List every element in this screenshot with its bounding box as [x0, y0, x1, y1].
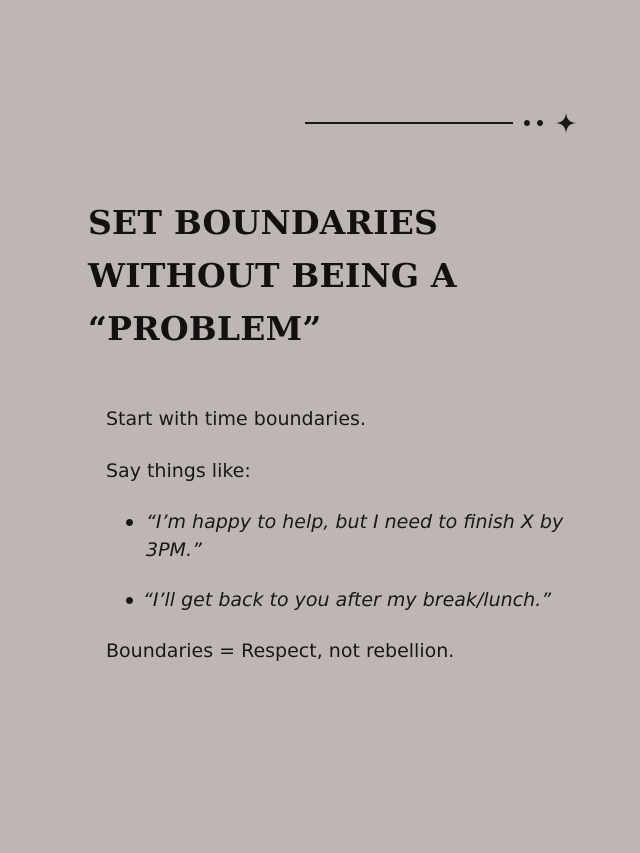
- list-item-text: “I’ll get back to you after my break/lunch.”: [143, 589, 552, 611]
- title-line-3: “PROBLEM”: [88, 309, 322, 348]
- title-line-2: WITHOUT BEING A: [88, 256, 457, 295]
- say-paragraph: Say things like:: [106, 460, 251, 482]
- bullet-icon: [126, 519, 133, 526]
- decorative-divider: [305, 112, 577, 134]
- dot-icon: [537, 120, 543, 126]
- bullet-icon: [126, 597, 133, 604]
- page-title: [88, 196, 548, 355]
- list-item: [106, 586, 551, 614]
- examples-list: [106, 508, 576, 611]
- list-item-text: “I’m happy to help, but I need to finish X by 3PM.”: [146, 511, 564, 561]
- list-item: [106, 508, 576, 564]
- dot-icon: [524, 120, 530, 126]
- closing-paragraph: Boundaries = Respect, not rebellion.: [106, 640, 455, 662]
- intro-paragraph: Start with time boundaries.: [106, 408, 366, 430]
- title-line-1: SET BOUNDARIES: [88, 203, 439, 242]
- sparkle-icon: [556, 113, 576, 133]
- divider-line: [305, 122, 513, 124]
